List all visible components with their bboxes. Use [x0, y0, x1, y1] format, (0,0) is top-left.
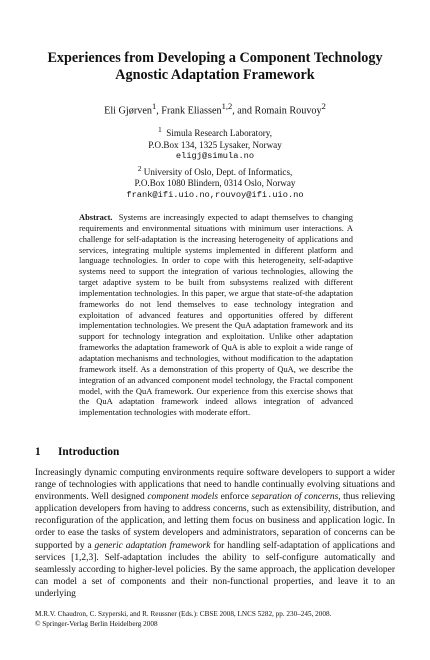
abstract	[79, 212, 353, 418]
body-text: for handling self-adaptation of applications and services [1,2,3]. Self-adaptation includes the ability to self-configure automatically and seamlessly according to higher-level policies. By the same approach, the application developer can model a set of components and their non-functional properties, and leave it to an underlying	[35, 540, 395, 599]
section-heading	[35, 446, 395, 459]
affiliation-2	[30, 163, 400, 202]
affiliation-email: frank@ifi.uio.no,rouvoy@ifi.uio.no	[126, 190, 304, 201]
affiliation-mark: 2	[137, 163, 142, 173]
body-text: , thus relieving application developers from having to address concerns, such as extensibility, distribution, and reconfiguration of the application, and letting them focus on business and application logic. In order to ease the tasks of system developers and administrators, separation of concerns can be supported by a	[35, 492, 396, 551]
affiliation-name: University of Oslo, Dept. of Informatics,	[143, 166, 293, 177]
section-title: Introduction	[58, 446, 120, 458]
body-paragraph	[35, 467, 395, 600]
abstract-label: Abstract.	[79, 212, 113, 222]
affiliation-1	[30, 124, 400, 163]
affiliation-address: P.O.Box 134, 1325 Lysaker, Norway	[148, 139, 282, 150]
abstract-text: Systems are increasingly expected to adapt themselves to changing requirements and environmental situations with minimum user interactions. A challenge for self-adaptation is the increasing heterogeneity of applications and services, integrating multiple systems implemented in different platform and language technologies. In order to cope with this heterogeneity, self-adaptive systems need to support the integration of various technologies, allowing the target adaptive system to be built from subsystems realized with different implementation technologies. In this paper, we argue that state-of-the adaptation frameworks do not lend themselves to ease technology integration and exploitation of advanced features and opportunities offered by different implementation technologies. We present the QuA adaptation framework and its support for technology integration and exploitation. Unlike other adaptation frameworks the adaptation framework of QuA is able to exploit a wide range of adaptation mechanisms and technologies, without modification to the adaptation framework itself. As a demonstration of this property of QuA, we describe the integration of an advanced component model technology, the Fractal component model, with the QuA framework. Our experience from this exercise shows that the QuA adaptation framework indeed allows integration of advanced implementation technologies with moderate effort.	[79, 212, 353, 418]
author-name: Eli Gjørven	[104, 105, 152, 117]
author-list: Eli Gjørven$^1$, Frank Eliassen$^{1,2}$, and Romain Rouvoy$^2$	[104, 101, 326, 117]
affiliation-name: Simula Research Laboratory,	[166, 128, 273, 139]
body-emphasis: generic adaptation framework	[94, 540, 211, 551]
affiliation-address: P.O.Box 1080 Blindern, 0314 Oslo, Norway	[134, 178, 296, 189]
affiliation-mark: 1	[157, 125, 162, 134]
author-name: Romain Rouvoy	[254, 105, 322, 117]
copyright-footer	[35, 610, 395, 629]
section-number: 1	[35, 446, 41, 458]
affiliations	[30, 124, 400, 202]
citation-line: M.R.V. Chaudron, C. Szyperski, and R. Reussner (Eds.): CBSE 2008, LNCS 5282, pp. 230–245, 2008.	[35, 610, 332, 618]
author-name: Frank Eliassen	[161, 105, 222, 117]
paper-title	[30, 50, 400, 84]
author-affiliation-mark: 1	[151, 101, 157, 111]
body-text: enforce	[218, 492, 252, 503]
affiliation-email: eligj@simula.no	[175, 151, 255, 162]
copyright-line: © Springer-Verlag Berlin Heidelberg 2008	[35, 619, 158, 628]
body-emphasis: separation of concerns	[251, 492, 339, 503]
title-line-1: Experiences from Developing a Component Technology	[47, 50, 383, 66]
title-line-2: Agnostic Adaptation Framework	[115, 67, 315, 83]
author-affiliation-mark: 1,2	[221, 101, 233, 111]
body-emphasis: component models	[147, 492, 219, 503]
body-text: Increasingly dynamic computing environments require software developers to support a wider range of technologies with applications that need to handle continually evolving situations and environments. Well designed	[35, 468, 395, 503]
author-affiliation-mark: 2	[321, 101, 326, 111]
